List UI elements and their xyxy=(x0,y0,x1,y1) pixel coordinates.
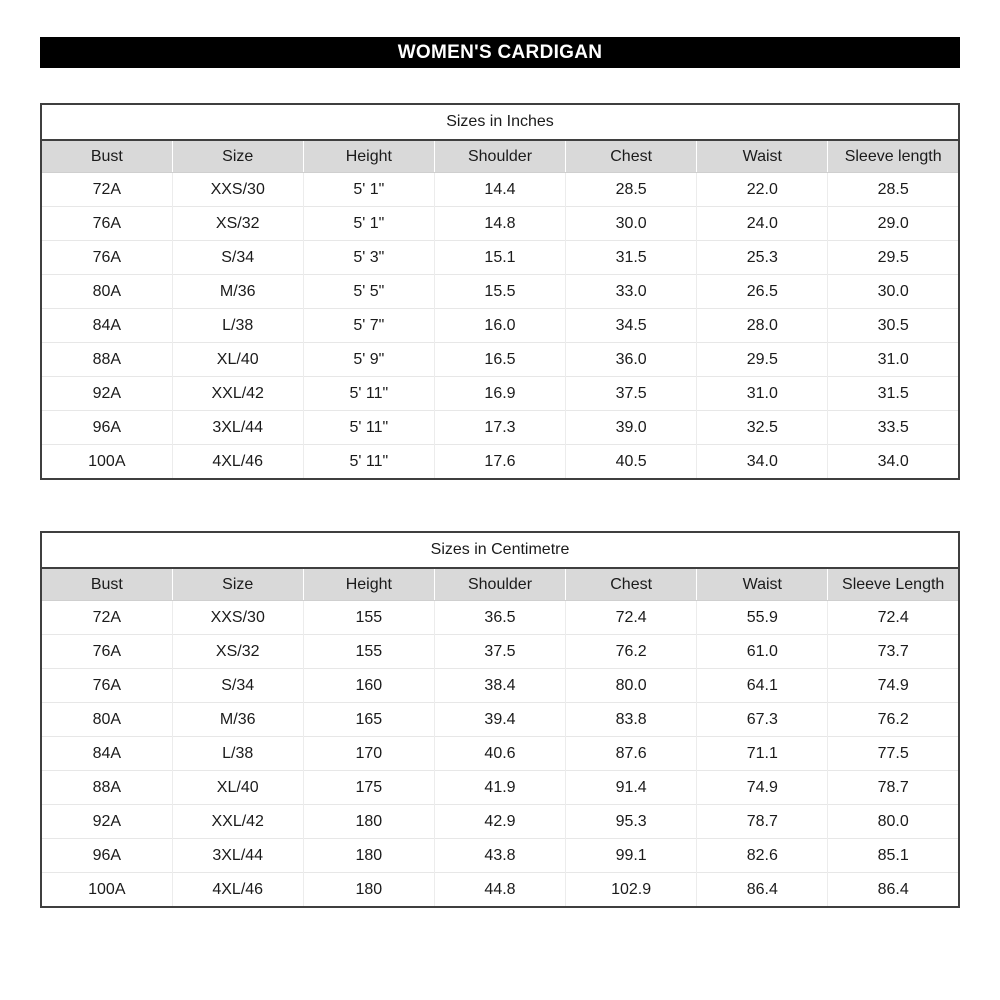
table-cell: 74.9 xyxy=(697,771,828,805)
table-cell: 80.0 xyxy=(828,805,959,839)
table-cell: XXL/42 xyxy=(172,377,303,411)
table-cell: 5' 11" xyxy=(303,377,434,411)
table-cell: 28.0 xyxy=(697,309,828,343)
table-row xyxy=(41,839,959,873)
table-cell: S/34 xyxy=(172,669,303,703)
table-cell: 84A xyxy=(41,737,172,771)
table-row xyxy=(41,173,959,207)
table-row xyxy=(41,343,959,377)
table-cell: 86.4 xyxy=(828,873,959,908)
table-cell: M/36 xyxy=(172,703,303,737)
table-cell: 15.5 xyxy=(434,275,565,309)
column-header: Chest xyxy=(566,568,697,601)
table-cell: 76.2 xyxy=(566,635,697,669)
table-cell: 14.4 xyxy=(434,173,565,207)
table-cell: 16.0 xyxy=(434,309,565,343)
table-cell: 15.1 xyxy=(434,241,565,275)
table-cell: 61.0 xyxy=(697,635,828,669)
table-cell: 86.4 xyxy=(697,873,828,908)
table-cell: 165 xyxy=(303,703,434,737)
size-table-inches xyxy=(40,103,960,480)
table-cell: 36.0 xyxy=(566,343,697,377)
table-cell: 36.5 xyxy=(434,601,565,635)
table-row xyxy=(41,445,959,480)
table-cell: 55.9 xyxy=(697,601,828,635)
table-cell: 3XL/44 xyxy=(172,839,303,873)
table-cell: XXL/42 xyxy=(172,805,303,839)
table-cell: 155 xyxy=(303,635,434,669)
table-cell: 5' 3" xyxy=(303,241,434,275)
table-cell: 25.3 xyxy=(697,241,828,275)
table-cell: 34.0 xyxy=(828,445,959,480)
table-cell: 100A xyxy=(41,873,172,908)
table-cell: 24.0 xyxy=(697,207,828,241)
table-cell: 73.7 xyxy=(828,635,959,669)
table-cell: 72A xyxy=(41,173,172,207)
table-cell: 16.5 xyxy=(434,343,565,377)
table-caption-row xyxy=(41,532,959,568)
table-cell: 31.5 xyxy=(566,241,697,275)
table-cell: 76.2 xyxy=(828,703,959,737)
table-caption: Sizes in Inches xyxy=(41,104,959,140)
size-table-centimetre xyxy=(40,531,960,908)
column-header: Shoulder xyxy=(434,140,565,173)
table-cell: 16.9 xyxy=(434,377,565,411)
table-row xyxy=(41,207,959,241)
table-cell: 180 xyxy=(303,805,434,839)
table-cell: 39.0 xyxy=(566,411,697,445)
table-cell: 80A xyxy=(41,275,172,309)
column-header: Chest xyxy=(566,140,697,173)
table-cell: 33.0 xyxy=(566,275,697,309)
table-cell: L/38 xyxy=(172,737,303,771)
column-header: Waist xyxy=(697,568,828,601)
table-cell: 88A xyxy=(41,771,172,805)
table-cell: 34.5 xyxy=(566,309,697,343)
table-row xyxy=(41,241,959,275)
column-header: Bust xyxy=(41,568,172,601)
table-cell: XL/40 xyxy=(172,343,303,377)
table-row xyxy=(41,411,959,445)
table-cell: 175 xyxy=(303,771,434,805)
column-header: Bust xyxy=(41,140,172,173)
table-cell: 5' 7" xyxy=(303,309,434,343)
table-cell: 85.1 xyxy=(828,839,959,873)
table-cell: 4XL/46 xyxy=(172,873,303,908)
table-cell: 5' 11" xyxy=(303,411,434,445)
table-cell: XS/32 xyxy=(172,207,303,241)
page-title: WOMEN'S CARDIGAN xyxy=(397,41,603,63)
table-cell: XXS/30 xyxy=(172,173,303,207)
column-header: Height xyxy=(303,568,434,601)
table-cell: 92A xyxy=(41,377,172,411)
table-cell: 5' 9" xyxy=(303,343,434,377)
table-cell: 80.0 xyxy=(566,669,697,703)
table-cell: 72A xyxy=(41,601,172,635)
table-cell: 180 xyxy=(303,839,434,873)
table-cell: 41.9 xyxy=(434,771,565,805)
table-cell: L/38 xyxy=(172,309,303,343)
table-cell: 155 xyxy=(303,601,434,635)
table-cell: 80A xyxy=(41,703,172,737)
table-cell: 30.5 xyxy=(828,309,959,343)
title-bar xyxy=(40,37,960,68)
table-cell: 4XL/46 xyxy=(172,445,303,480)
column-header: Waist xyxy=(697,140,828,173)
table-cell: 14.8 xyxy=(434,207,565,241)
table-cell: 99.1 xyxy=(566,839,697,873)
table-cell: 30.0 xyxy=(566,207,697,241)
table-cell: 96A xyxy=(41,411,172,445)
table-cell: 82.6 xyxy=(697,839,828,873)
table-cell: 31.5 xyxy=(828,377,959,411)
table-cell: 39.4 xyxy=(434,703,565,737)
table-cell: 40.6 xyxy=(434,737,565,771)
table-cell: 28.5 xyxy=(566,173,697,207)
table-cell: 84A xyxy=(41,309,172,343)
table-cell: 76A xyxy=(41,207,172,241)
table-cell: S/34 xyxy=(172,241,303,275)
table-cell: 26.5 xyxy=(697,275,828,309)
table-cell: 64.1 xyxy=(697,669,828,703)
table-row xyxy=(41,601,959,635)
table-cell: 17.3 xyxy=(434,411,565,445)
table-cell: 42.9 xyxy=(434,805,565,839)
table-row xyxy=(41,309,959,343)
table-cell: 37.5 xyxy=(434,635,565,669)
table-cell: 43.8 xyxy=(434,839,565,873)
table-cell: 29.5 xyxy=(828,241,959,275)
table-cell: 92A xyxy=(41,805,172,839)
table-cell: 100A xyxy=(41,445,172,480)
table-cell: XL/40 xyxy=(172,771,303,805)
table-cell: 77.5 xyxy=(828,737,959,771)
table-cell: 44.8 xyxy=(434,873,565,908)
table-cell: 71.1 xyxy=(697,737,828,771)
table-cell: 76A xyxy=(41,669,172,703)
table-cell: 76A xyxy=(41,635,172,669)
column-header: Size xyxy=(172,140,303,173)
table-cell: 180 xyxy=(303,873,434,908)
table-header-row xyxy=(41,140,959,173)
table-cell: 160 xyxy=(303,669,434,703)
table-row xyxy=(41,805,959,839)
table-cell: 170 xyxy=(303,737,434,771)
table-cell: 87.6 xyxy=(566,737,697,771)
table-cell: 33.5 xyxy=(828,411,959,445)
table-cell: 76A xyxy=(41,241,172,275)
table-cell: XS/32 xyxy=(172,635,303,669)
table-caption-row xyxy=(41,104,959,140)
table-cell: 74.9 xyxy=(828,669,959,703)
table-cell: 5' 11" xyxy=(303,445,434,480)
table-cell: 40.5 xyxy=(566,445,697,480)
column-header: Height xyxy=(303,140,434,173)
column-header: Shoulder xyxy=(434,568,565,601)
table-row xyxy=(41,377,959,411)
table-cell: 67.3 xyxy=(697,703,828,737)
table-cell: 5' 1" xyxy=(303,207,434,241)
table-row xyxy=(41,703,959,737)
table-cell: 29.0 xyxy=(828,207,959,241)
table-cell: 91.4 xyxy=(566,771,697,805)
table-row xyxy=(41,771,959,805)
table-cell: 29.5 xyxy=(697,343,828,377)
table-cell: 31.0 xyxy=(697,377,828,411)
table-row xyxy=(41,873,959,908)
table-cell: 83.8 xyxy=(566,703,697,737)
table-row xyxy=(41,635,959,669)
table-row xyxy=(41,669,959,703)
table-cell: 95.3 xyxy=(566,805,697,839)
table-cell: 78.7 xyxy=(828,771,959,805)
table-row xyxy=(41,275,959,309)
table-cell: 102.9 xyxy=(566,873,697,908)
column-header: Sleeve Length xyxy=(828,568,959,601)
table-cell: 17.6 xyxy=(434,445,565,480)
column-header: Size xyxy=(172,568,303,601)
column-header: Sleeve length xyxy=(828,140,959,173)
table-cell: 88A xyxy=(41,343,172,377)
table-cell: 34.0 xyxy=(697,445,828,480)
table-cell: XXS/30 xyxy=(172,601,303,635)
table-cell: 31.0 xyxy=(828,343,959,377)
table-cell: 28.5 xyxy=(828,173,959,207)
table-cell: 30.0 xyxy=(828,275,959,309)
table-header-row xyxy=(41,568,959,601)
table-cell: 37.5 xyxy=(566,377,697,411)
table-cell: 78.7 xyxy=(697,805,828,839)
table-row xyxy=(41,737,959,771)
table-cell: 3XL/44 xyxy=(172,411,303,445)
table-cell: 22.0 xyxy=(697,173,828,207)
table-cell: 72.4 xyxy=(828,601,959,635)
table-cell: M/36 xyxy=(172,275,303,309)
table-cell: 5' 1" xyxy=(303,173,434,207)
table-cell: 72.4 xyxy=(566,601,697,635)
table-caption: Sizes in Centimetre xyxy=(41,532,959,568)
table-cell: 96A xyxy=(41,839,172,873)
table-cell: 38.4 xyxy=(434,669,565,703)
table-cell: 32.5 xyxy=(697,411,828,445)
table-cell: 5' 5" xyxy=(303,275,434,309)
